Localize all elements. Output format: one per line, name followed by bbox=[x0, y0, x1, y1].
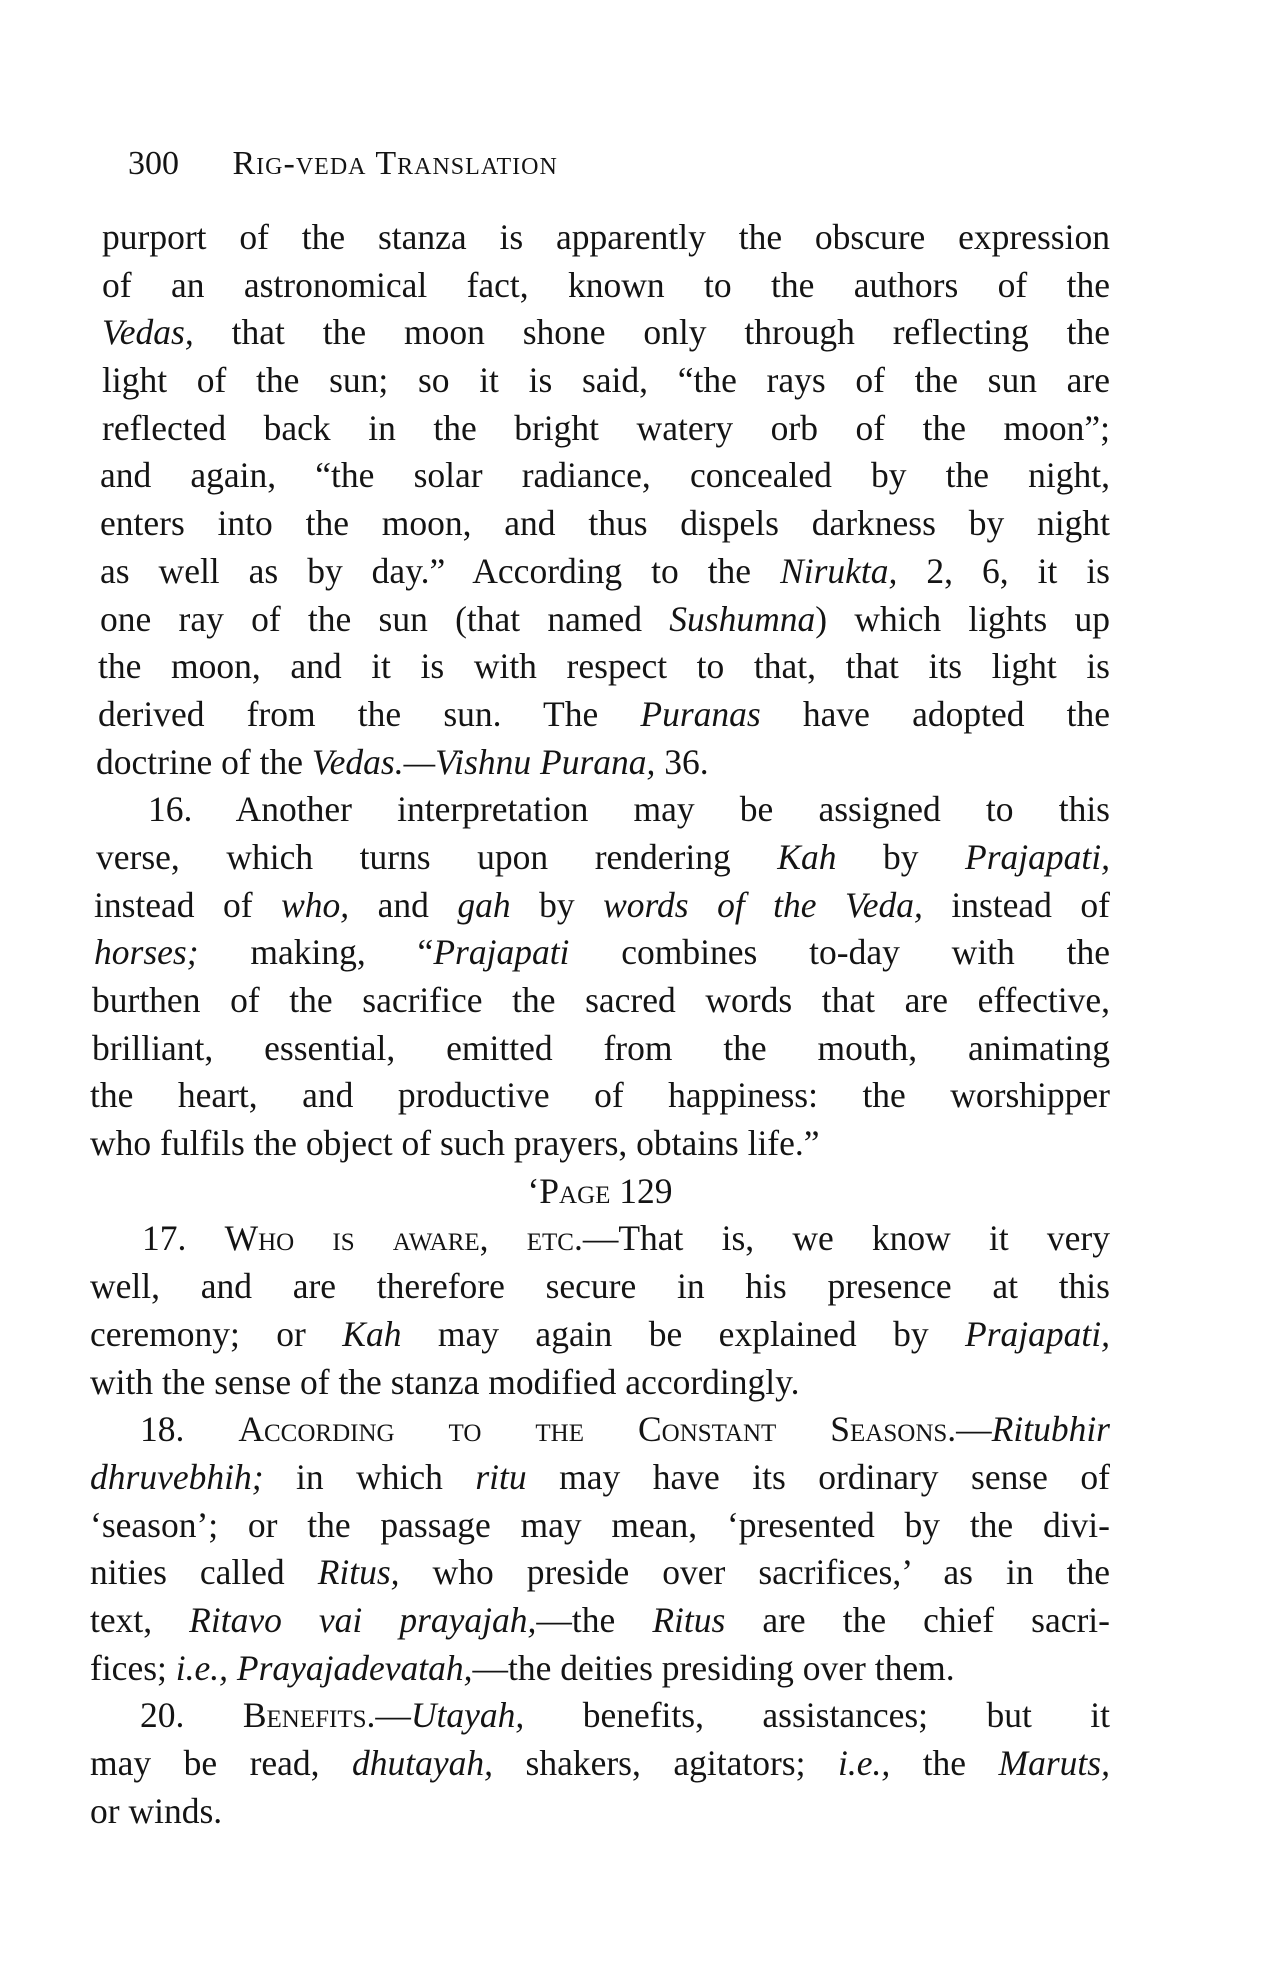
page-header bbox=[128, 144, 558, 184]
text-run: may be read, bbox=[90, 1743, 353, 1783]
text-run: as well as by day.” According to the bbox=[100, 550, 781, 591]
text-line bbox=[90, 1454, 1110, 1502]
text-line bbox=[90, 1025, 1110, 1073]
text-run: verse, which turns upon rendering bbox=[96, 836, 778, 877]
italic-text: Ritubhir bbox=[991, 1409, 1110, 1450]
text-run: — bbox=[956, 1409, 992, 1450]
text-run: 36. bbox=[655, 741, 709, 782]
text-line bbox=[90, 1788, 1110, 1836]
text-run: or winds. bbox=[90, 1790, 223, 1831]
text-run: reflected back in the bright watery orb of the moon”; bbox=[102, 407, 1110, 448]
text-line bbox=[90, 1692, 1110, 1740]
text-run: have adopted the bbox=[760, 693, 1110, 734]
italic-text: Puranas bbox=[640, 693, 761, 734]
small-caps-text: Who is aware, etc. bbox=[224, 1218, 583, 1259]
italic-text: Prajapati, bbox=[965, 836, 1111, 877]
text-line bbox=[90, 1740, 1110, 1788]
text-line bbox=[90, 1072, 1110, 1120]
text-line bbox=[90, 834, 1110, 882]
italic-text: ritu bbox=[475, 1456, 527, 1497]
text-run: the moon, and it is with respect to that, that its light is bbox=[98, 646, 1110, 687]
text-line bbox=[90, 1549, 1110, 1597]
text-line bbox=[90, 786, 1110, 834]
text-run: enters into the moon, and thus dispels darkness by night bbox=[100, 503, 1110, 544]
text-run: derived from the sun. The bbox=[98, 693, 641, 734]
italic-text: Sushumna bbox=[669, 598, 816, 639]
italic-text: Prajapati bbox=[433, 932, 570, 973]
text-run: doctrine of the bbox=[96, 741, 312, 782]
text-line bbox=[90, 262, 1110, 310]
text-run: 18. bbox=[140, 1409, 239, 1450]
text-line bbox=[90, 1215, 1110, 1263]
text-run: shakers, agitators; bbox=[493, 1743, 838, 1783]
text-run: making, “ bbox=[198, 932, 434, 973]
page-number: 300 bbox=[128, 145, 179, 182]
italic-text: Ritus bbox=[652, 1599, 726, 1640]
text-line bbox=[90, 452, 1110, 500]
text-run: may have its ordinary sense of bbox=[526, 1456, 1110, 1497]
text-run: ) which lights up bbox=[815, 598, 1110, 639]
italic-text: dhutayah, bbox=[352, 1743, 494, 1783]
page-reference bbox=[90, 1168, 1110, 1216]
italic-text: i.e., bbox=[837, 1743, 891, 1783]
text-run: 20. bbox=[140, 1695, 243, 1736]
text-run: with the sense of the stanza modified accordingly. bbox=[90, 1361, 800, 1402]
text-run: that the moon shone only through reflecting the bbox=[193, 312, 1110, 353]
small-caps-text: Benefits. bbox=[242, 1695, 376, 1736]
italic-text: Vedas, bbox=[102, 312, 194, 353]
text-line bbox=[90, 882, 1110, 930]
text-line bbox=[90, 1263, 1110, 1311]
italic-text: Ritavo vai prayajah, bbox=[189, 1599, 537, 1640]
italic-text: words of the Veda, bbox=[603, 884, 923, 925]
italic-text: Prajapati, bbox=[965, 1313, 1111, 1354]
italic-text: horses; bbox=[94, 932, 199, 973]
text-line bbox=[90, 977, 1110, 1025]
text-run: by bbox=[510, 884, 604, 925]
text-line bbox=[90, 691, 1110, 739]
text-line bbox=[90, 1502, 1110, 1550]
small-caps-text: Page bbox=[539, 1170, 611, 1211]
text-run: may again be explained by bbox=[401, 1313, 966, 1354]
text-run: purport of the stanza is apparently the obscure expression bbox=[102, 217, 1110, 257]
text-line bbox=[90, 1120, 1110, 1168]
text-line bbox=[90, 548, 1110, 596]
text-run: 2, 6, it is bbox=[897, 550, 1110, 591]
text-line bbox=[90, 309, 1110, 357]
text-run: instead of bbox=[922, 884, 1110, 925]
text-run: who fulfils the object of such prayers, obtains life.” bbox=[90, 1123, 820, 1164]
text-line bbox=[90, 1597, 1110, 1645]
text-run: brilliant, essential, emitted from the mouth, animating bbox=[92, 1027, 1110, 1068]
text-line bbox=[90, 357, 1110, 405]
italic-text: Nirukta, bbox=[780, 550, 898, 591]
text-line bbox=[90, 1311, 1110, 1359]
text-run: —That is, we know it very bbox=[582, 1218, 1110, 1259]
italic-text: who, bbox=[281, 884, 350, 925]
text-run: benefits, assistances; but it bbox=[524, 1695, 1111, 1736]
text-line bbox=[90, 1645, 1110, 1693]
text-run: 129 bbox=[610, 1170, 673, 1211]
text-run: are the chief sacri- bbox=[725, 1599, 1110, 1640]
body-text bbox=[90, 214, 1110, 1835]
text-run: 17. bbox=[142, 1218, 225, 1259]
italic-text: Kah bbox=[777, 836, 837, 877]
text-line bbox=[90, 739, 1110, 787]
italic-text: Utayah, bbox=[410, 1695, 525, 1736]
text-run: nities called bbox=[90, 1552, 318, 1593]
text-run: burthen of the sacrifice the sacred words that are effective, bbox=[92, 980, 1110, 1020]
text-line bbox=[90, 405, 1110, 453]
text-run: and bbox=[349, 884, 458, 925]
text-run: ‘ bbox=[527, 1170, 540, 1211]
text-run: light of the sun; so it is said, “the rays of the sun are bbox=[102, 360, 1110, 401]
text-run: one ray of the sun (that named bbox=[100, 598, 670, 639]
text-run: — bbox=[375, 1695, 411, 1736]
text-line bbox=[90, 929, 1110, 977]
text-run: combines to-day with the bbox=[569, 932, 1110, 973]
italic-text: Ritus, bbox=[317, 1552, 400, 1593]
running-title: Rig-veda Translation bbox=[232, 145, 558, 182]
text-run: 16. Another interpretation may be assigned to this bbox=[148, 789, 1110, 830]
text-line bbox=[90, 500, 1110, 548]
text-run: the bbox=[890, 1743, 999, 1783]
text-line bbox=[90, 1406, 1110, 1454]
text-run: of an astronomical fact, known to the authors of the bbox=[102, 264, 1110, 305]
text-run: text, bbox=[90, 1599, 190, 1640]
text-line bbox=[90, 643, 1110, 691]
text-run: ceremony; or bbox=[90, 1313, 343, 1354]
text-run: the heart, and productive of happiness: the worshipper bbox=[90, 1075, 1110, 1116]
italic-text: i.e., Prayajadevatah, bbox=[175, 1647, 473, 1688]
italic-text: Kah bbox=[342, 1313, 402, 1354]
text-run: well, and are therefore secure in his presence at this bbox=[90, 1266, 1110, 1307]
text-run: who preside over sacrifices,’ as in the bbox=[399, 1552, 1110, 1593]
text-run: by bbox=[836, 836, 966, 877]
text-run: in which bbox=[263, 1456, 476, 1497]
text-run: instead of bbox=[94, 884, 282, 925]
italic-text: Maruts, bbox=[998, 1743, 1110, 1783]
text-run: fices; bbox=[90, 1647, 176, 1688]
italic-text: Vedas.—Vishnu Purana, bbox=[311, 741, 656, 782]
text-line bbox=[90, 214, 1110, 262]
text-line bbox=[90, 1359, 1110, 1407]
italic-text: gah bbox=[457, 884, 511, 925]
italic-text: dhruvebhih; bbox=[90, 1456, 264, 1497]
text-line bbox=[90, 596, 1110, 644]
text-run: ‘season’; or the passage may mean, ‘presented by the divi- bbox=[90, 1504, 1110, 1545]
text-run: —the deities presiding over them. bbox=[472, 1647, 955, 1688]
small-caps-text: According to the Constant Seasons. bbox=[238, 1409, 957, 1450]
text-run: and again, “the solar radiance, concealed by the night, bbox=[100, 455, 1110, 496]
text-run: —the bbox=[536, 1599, 653, 1640]
